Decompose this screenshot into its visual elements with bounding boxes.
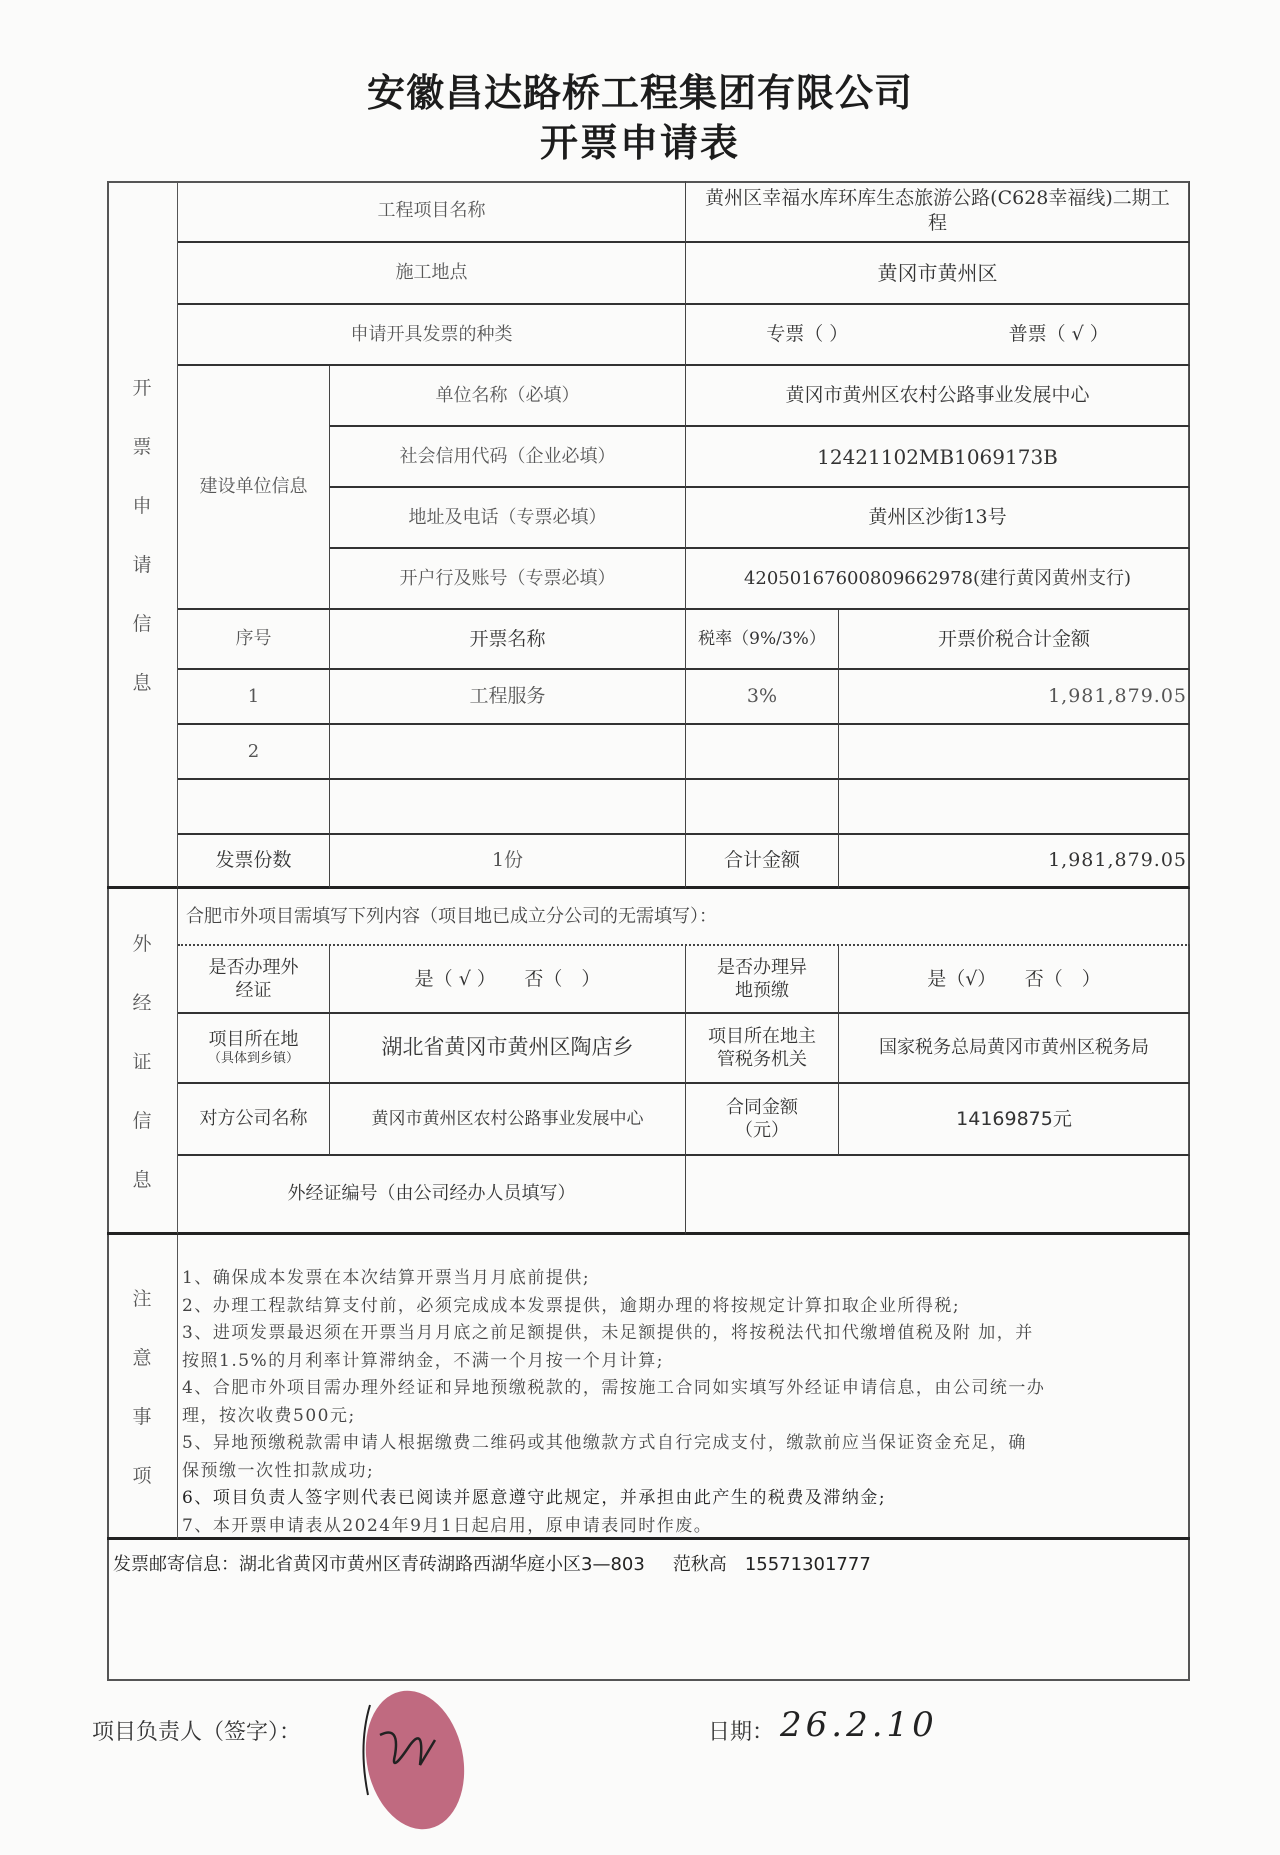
date-handwritten: 26.2.10 [780, 1705, 938, 1745]
total-amount-value: 1,981,879.05 [839, 835, 1190, 889]
builder-address-value: 黄州区沙街13号 [686, 488, 1190, 549]
item-amount [839, 725, 1190, 780]
side-char: 票 [132, 435, 152, 458]
prepay-answer[interactable]: 是（√） 否（ ） [839, 946, 1190, 1014]
side-char: 证 [132, 1051, 152, 1073]
invoice-type-special-checkbox[interactable]: 专票（ ） [766, 323, 849, 346]
mailing-label: 发票邮寄信息： [113, 1554, 239, 1575]
item-name [330, 780, 686, 835]
mailing-recipient: 范秋高 [672, 1554, 727, 1575]
items-header-rate: 税率（9%/3%） [686, 610, 839, 670]
invoice-type-normal-checkbox[interactable]: 普票（ √ ） [1008, 323, 1109, 346]
builder-field-label: 社会信用代码（企业必填） [330, 427, 686, 488]
note-line: 6、项目负责人签字则代表已阅读并愿意遵守此规定，并承担由此产生的税费及滞纳金; [182, 1488, 887, 1508]
mailing-phone: 15571301777 [744, 1554, 871, 1575]
item-seq [178, 780, 330, 835]
side-char: 请 [132, 553, 152, 576]
item-amount: 1,981,879.05 [839, 670, 1190, 725]
site-value: 黄冈市黄州区 [686, 243, 1190, 305]
notes-list [178, 1235, 1190, 1540]
cert-question-label: 是否办理外经证 [178, 946, 330, 1014]
contract-amount-value: 14169875元 [839, 1084, 1190, 1156]
side-char: 息 [132, 1169, 152, 1191]
builder-field-label: 单位名称（必填） [330, 366, 686, 427]
location-sublabel: （具体到乡镇） [207, 1051, 299, 1067]
side-char: 开 [132, 376, 152, 399]
note-line: 4、合肥市外项目需办理外经证和异地预缴税款的，需按施工合同如实填写外经证申请信息，由公司统一办 [182, 1378, 1046, 1398]
invoice-count-label: 发票份数 [178, 835, 330, 889]
external-instruction: 合肥市外项目需填写下列内容（项目地已成立分公司的无需填写）： [178, 889, 1190, 946]
section-label-external [107, 889, 178, 1235]
builder-bank-value: 42050167600809662978(建行黄冈黄州支行) [686, 549, 1190, 610]
date-label: 日期： [708, 1720, 775, 1745]
item-name [330, 725, 686, 780]
side-char: 息 [132, 671, 152, 694]
side-char: 注 [132, 1288, 152, 1310]
company-title: 安徽昌达路桥工程集团有限公司 [366, 71, 913, 115]
cert-answer[interactable]: 是（ √ ） 否（ ） [330, 946, 686, 1014]
builder-info-label: 建设单位信息 [178, 366, 330, 610]
invoice-count-value: 1份 [330, 835, 686, 889]
side-char: 事 [132, 1406, 152, 1428]
location-value: 湖北省黄冈市黄州区陶店乡 [330, 1014, 686, 1084]
items-header-seq: 序号 [178, 610, 330, 670]
tax-office-label: 项目所在地主管税务机关 [686, 1014, 839, 1084]
location-label-cell [178, 1014, 330, 1084]
total-amount-label: 合计金额 [686, 835, 839, 889]
item-rate [686, 780, 839, 835]
counterparty-value: 黄冈市黄州区农村公路事业发展中心 [330, 1084, 686, 1156]
side-char: 外 [132, 933, 152, 955]
note-line: 5、异地预缴税款需申请人根据缴费二维码或其他缴款方式自行完成支付，缴款前应当保证资金充足，确 [182, 1433, 1027, 1453]
signer-label: 项目负责人（签字）： [92, 1720, 302, 1745]
note-line: 3、进项发票最迟须在开票当月月底之前足额提供，未足额提供的，将按税法代扣代缴增值税及附 加，并 [182, 1323, 1034, 1343]
items-header-name: 开票名称 [330, 610, 686, 670]
contract-amount-label: 合同金额（元） [686, 1084, 839, 1156]
cert-number-value[interactable] [686, 1156, 1190, 1235]
signature-seal [340, 1685, 480, 1835]
section-label-invoice [107, 181, 178, 889]
mailing-info [107, 1540, 1190, 1681]
side-char: 信 [132, 1110, 152, 1132]
prepay-question-label: 是否办理异地预缴 [686, 946, 839, 1014]
red-fingerprint-icon [353, 1685, 476, 1835]
side-char: 信 [132, 612, 152, 635]
invoice-type-options [686, 305, 1190, 366]
item-rate [686, 725, 839, 780]
form-title: 开票申请表 [539, 121, 740, 165]
note-line: 2、办理工程款结算支付前，必须完成成本发票提供，逾期办理的将按规定计算扣取企业所得税; [182, 1295, 961, 1316]
invoice-type-label: 申请开具发票的种类 [178, 305, 686, 366]
side-char: 申 [132, 494, 152, 517]
items-header-amount: 开票价税合计金额 [839, 610, 1190, 670]
item-name: 工程服务 [330, 670, 686, 725]
note-line: 1、确保成本发票在本次结算开票当月月底前提供; [182, 1268, 591, 1288]
side-char: 项 [132, 1465, 152, 1487]
builder-unit-name-value: 黄冈市黄州区农村公路事业发展中心 [686, 366, 1190, 427]
note-line: 7、本开票申请表从2024年9月1日起启用，原申请表同时作废。 [182, 1515, 713, 1536]
note-line: 理，按次收费500元; [182, 1405, 356, 1426]
cert-number-label: 外经证编号（由公司经办人员填写） [178, 1156, 686, 1235]
note-line: 保预缴一次性扣款成功; [182, 1460, 375, 1481]
builder-field-label: 地址及电话（专票必填） [330, 488, 686, 549]
side-char: 经 [132, 992, 152, 1014]
item-seq: 2 [178, 725, 330, 780]
builder-field-label: 开户行及账号（专票必填） [330, 549, 686, 610]
builder-credit-code-value: 12421102MB1069173B [686, 427, 1190, 488]
side-char: 意 [132, 1347, 152, 1369]
project-name-label: 工程项目名称 [178, 181, 686, 243]
tax-office-value: 国家税务总局黄冈市黄州区税务局 [839, 1014, 1190, 1084]
section-label-notes [107, 1235, 178, 1540]
project-name-value: 黄州区幸福水库环库生态旅游公路(C628幸福线)二期工程 [686, 181, 1190, 243]
location-label: 项目所在地 [208, 1028, 299, 1050]
mailing-address: 湖北省黄冈市黄州区青砖湖路西湖华庭小区3—803 [239, 1554, 645, 1575]
counterparty-label: 对方公司名称 [178, 1084, 330, 1156]
item-seq: 1 [178, 670, 330, 725]
site-label: 施工地点 [178, 243, 686, 305]
item-amount [839, 780, 1190, 835]
item-rate: 3% [686, 670, 839, 725]
note-line: 按照1.5%的月利率计算滞纳金，不满一个月按一个月计算; [182, 1350, 664, 1371]
